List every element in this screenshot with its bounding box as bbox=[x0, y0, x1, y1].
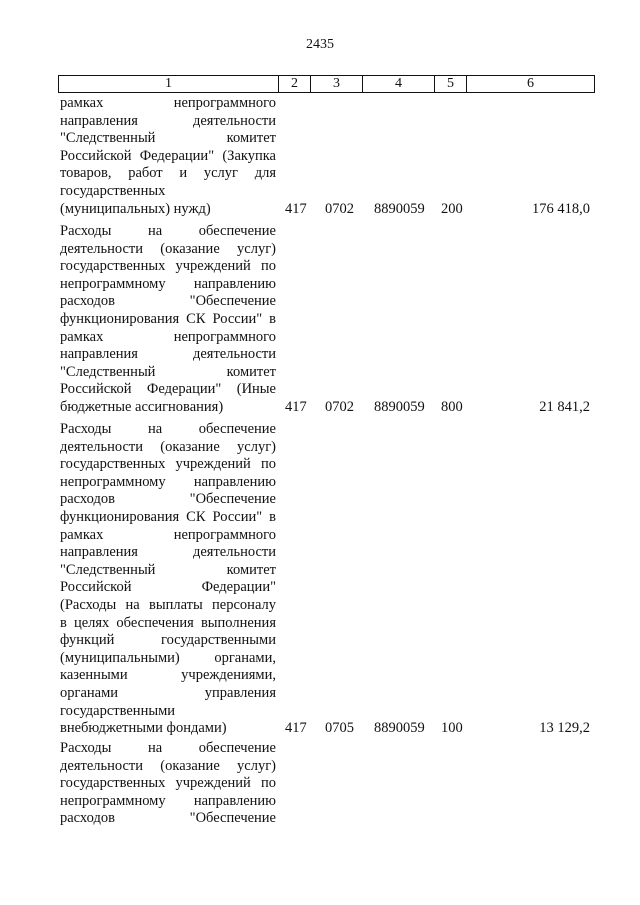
column-header-row bbox=[59, 76, 595, 93]
description-line: рамках непрограммного bbox=[60, 95, 276, 111]
column-header-6: 6 bbox=[467, 76, 595, 93]
description-line: направления деятельности bbox=[60, 112, 276, 129]
description-line: (муниципальными) органами, bbox=[60, 649, 276, 666]
description-line: рамках непрограммного bbox=[60, 328, 276, 345]
section-code-cell: 0705 bbox=[325, 720, 354, 737]
description-line: деятельности (оказание услуг) bbox=[60, 438, 276, 455]
row-description bbox=[60, 95, 276, 218]
description-line: деятельности (оказание услуг) bbox=[60, 757, 276, 774]
description-line: непрограммному направлению bbox=[60, 473, 276, 490]
description-line: непрограммному направлению bbox=[60, 275, 276, 292]
description-line: расходов "Обеспечение bbox=[60, 491, 276, 508]
description-line: Расходы на обеспечение bbox=[60, 421, 276, 437]
description-line: государственными bbox=[60, 702, 176, 719]
description-line: функций государственными bbox=[60, 632, 276, 649]
section-code-cell: 0702 bbox=[325, 200, 354, 217]
admin-code-cell: 417 bbox=[285, 399, 307, 415]
admin-code-cell: 417 bbox=[285, 200, 307, 217]
description-line: в целях обеспечения выполнения bbox=[60, 614, 276, 631]
description-line: "Следственный комитет bbox=[60, 561, 276, 578]
description-line: расходов "Обеспечение bbox=[60, 810, 276, 827]
page-number: 2435 bbox=[306, 37, 334, 52]
description-line: Расходы на обеспечение bbox=[60, 740, 276, 756]
description-line: направления деятельности bbox=[60, 346, 276, 363]
description-line: Российской Федерации" (Закупка bbox=[60, 147, 276, 164]
target-article-cell: 8890059 bbox=[374, 399, 425, 415]
description-line: Российской Федерации" bbox=[60, 579, 276, 596]
description-line: деятельности (оказание услуг) bbox=[60, 240, 276, 257]
description-line: (Расходы на выплаты персоналу bbox=[60, 596, 276, 613]
description-line: непрограммному направлению bbox=[60, 792, 276, 809]
target-article-cell: 8890059 bbox=[374, 200, 425, 217]
amount-cell: 13 129,2 bbox=[539, 720, 590, 737]
description-line: (муниципальных) нужд) bbox=[60, 200, 211, 217]
column-header-3: 3 bbox=[311, 76, 363, 93]
description-line: государственных учреждений по bbox=[60, 775, 276, 792]
row-description bbox=[60, 421, 276, 738]
amount-cell: 21 841,2 bbox=[539, 399, 590, 415]
section-code-cell: 0702 bbox=[325, 399, 354, 415]
row-description bbox=[60, 740, 276, 828]
description-line: направления деятельности bbox=[60, 544, 276, 561]
target-article-cell: 8890059 bbox=[374, 720, 425, 737]
description-line: расходов "Обеспечение bbox=[60, 293, 276, 310]
description-line: функционирования СК России" в bbox=[60, 508, 276, 525]
description-line: Российской Федерации" (Иные bbox=[60, 381, 276, 398]
description-line: функционирования СК России" в bbox=[60, 310, 276, 327]
description-line: товаров, работ и услуг для bbox=[60, 165, 276, 182]
description-line: государственных учреждений по bbox=[60, 258, 276, 275]
column-header-5: 5 bbox=[435, 76, 467, 93]
description-line: рамках непрограммного bbox=[60, 526, 276, 543]
description-line: внебюджетными фондами) bbox=[60, 720, 227, 737]
column-header-2: 2 bbox=[279, 76, 311, 93]
description-line: "Следственный комитет bbox=[60, 130, 276, 147]
column-header-table bbox=[58, 75, 595, 93]
row-description bbox=[60, 223, 276, 417]
description-line: Расходы на обеспечение bbox=[60, 223, 276, 239]
description-line: бюджетные ассигнования) bbox=[60, 398, 224, 415]
expense-type-cell: 100 bbox=[441, 720, 463, 737]
expense-type-cell: 800 bbox=[441, 399, 463, 415]
expense-type-cell: 200 bbox=[441, 200, 463, 217]
description-line: "Следственный комитет bbox=[60, 363, 276, 380]
admin-code-cell: 417 bbox=[285, 720, 307, 737]
description-line: государственных учреждений по bbox=[60, 456, 276, 473]
column-header-4: 4 bbox=[363, 76, 435, 93]
description-line: органами управления bbox=[60, 684, 276, 701]
description-line: государственных bbox=[60, 182, 166, 199]
amount-cell: 176 418,0 bbox=[532, 200, 590, 217]
column-header-1: 1 bbox=[59, 76, 279, 93]
description-line: казенными учреждениями, bbox=[60, 667, 276, 684]
